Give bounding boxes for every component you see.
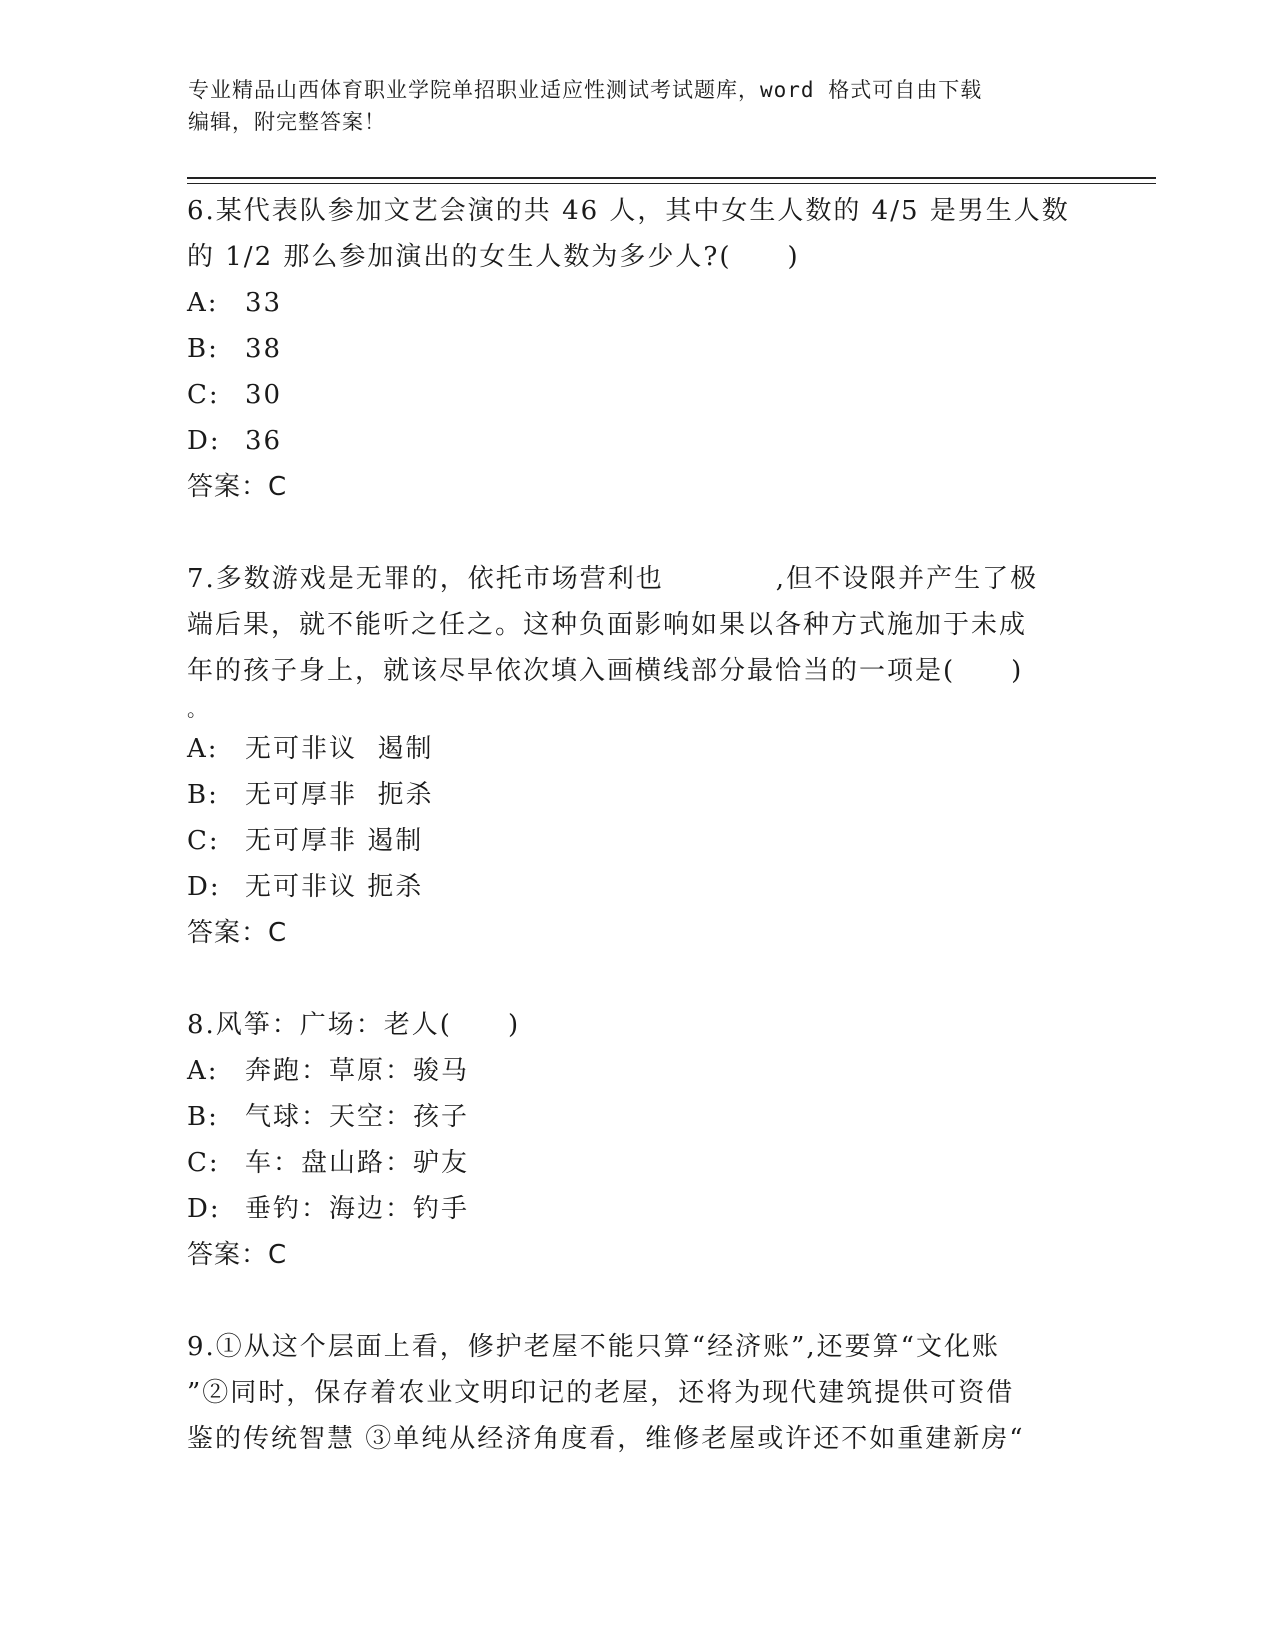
question-list [187,188,1087,1462]
answer-line: 答案：C [187,918,288,948]
option-c [187,818,1087,864]
spacer [187,956,1087,1002]
option-letter: D: [187,426,221,456]
option-d [187,864,1087,910]
question-9 [187,1324,1087,1462]
option-text: 无可厚非 遏制 [245,826,424,856]
answer-line: 答案：C [187,472,288,502]
option-text: 奔跑：草原：骏马 [245,1056,470,1086]
option-text: 33 [245,288,283,318]
question-stem [187,188,1087,280]
option-letter: A: [187,288,219,318]
option-text: 36 [245,426,283,456]
option-letter: D: [187,872,221,902]
option-text: 车：盘山路：驴友 [245,1148,470,1178]
option-letter: C: [187,380,220,410]
question-line: ”②同时，保存着农业文明印记的老屋，还将为现代建筑提供可资借 [187,1378,1015,1408]
option-text: 气球：天空：孩子 [245,1102,470,1132]
option-letter: B: [187,780,219,810]
question-line: 9.①从这个层面上看，修护老屋不能只算“经济账”,还要算“文化账 [187,1332,1000,1362]
option-text: 30 [245,380,283,410]
option-d [187,1186,1087,1232]
question-stem [187,1002,1087,1048]
question-stem [187,1324,1087,1462]
option-letter: C: [187,826,220,856]
question-line: 6.某代表队参加文艺会演的共 46 人，其中女生人数的 4/5 是男生人数 [187,196,1070,226]
option-text: 无可厚非 扼杀 [245,780,434,810]
question-7 [187,556,1087,956]
option-letter: A: [187,1056,219,1086]
option-letter: C: [187,1148,220,1178]
header-divider-thin [187,183,1156,184]
question-line: 端后果，就不能听之任之。这种负面影响如果以各种方式施加于未成 [187,610,1028,640]
answer-line: 答案：C [187,1240,288,1270]
option-letter: B: [187,334,219,364]
question-line: 7.多数游戏是无罪的，依托市场营利也 ,但不设限并产生了极 [187,564,1039,594]
option-text: 无可非议 遏制 [245,734,434,764]
question-8 [187,1002,1087,1278]
option-letter: D: [187,1194,221,1224]
question-6 [187,188,1087,510]
spacer [187,510,1087,556]
option-b [187,772,1087,818]
spacer [187,1278,1087,1324]
option-text: 无可非议 扼杀 [245,872,424,902]
header-line-2: 编辑，附完整答案！ [188,110,386,134]
option-d [187,418,1087,464]
option-letter: B: [187,1102,219,1132]
header-divider-thick [187,177,1156,179]
option-c [187,1140,1087,1186]
question-stem [187,556,1087,726]
question-line: 鉴的传统智慧 ③单纯从经济角度看，维修老屋或许还不如重建新房“ [187,1424,1025,1454]
document-header [188,74,1088,138]
question-line: 的 1/2 那么参加演出的女生人数为多少人?( ) [187,242,800,272]
option-text: 垂钓：海边：钓手 [245,1194,470,1224]
header-line-1: 专业精品山西体育职业学院单招职业适应性测试考试题库，word 格式可自由下载 [188,78,983,102]
option-b [187,326,1087,372]
option-text: 38 [245,334,283,364]
option-a [187,280,1087,326]
option-a [187,726,1087,772]
option-a [187,1048,1087,1094]
option-c [187,372,1087,418]
question-line: 年的孩子身上，就该尽早依次填入画横线部分最恰当的一项是( ) [187,656,1024,686]
option-letter: A: [187,734,219,764]
question-tail: 。 [187,697,209,721]
option-b [187,1094,1087,1140]
question-line: 8.风筝：广场：老人( ) [187,1010,521,1040]
